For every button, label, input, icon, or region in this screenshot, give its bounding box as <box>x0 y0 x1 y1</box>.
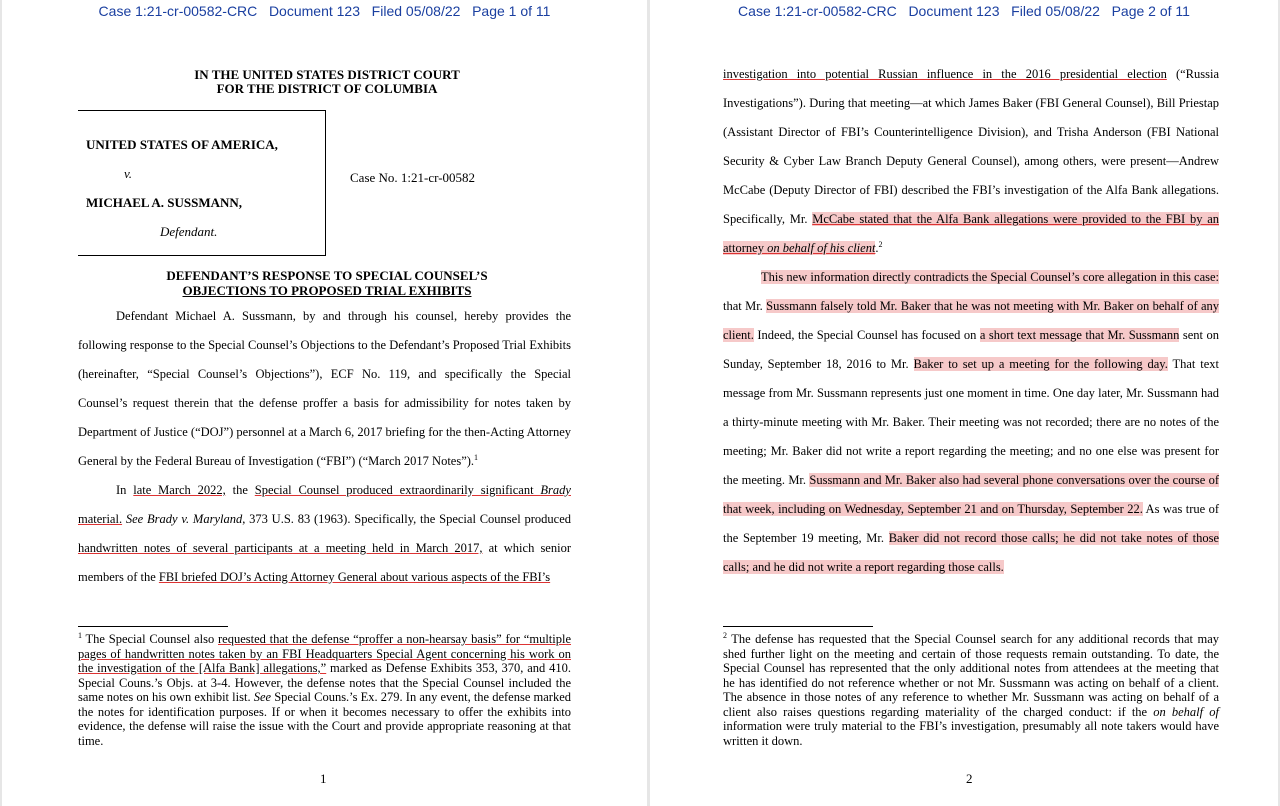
annotation-highlight: This new information directly contradicts the Special Counsel’s core allegation in this case: <box>761 270 1219 284</box>
court-line-2: FOR THE DISTRICT OF COLUMBIA <box>216 81 438 96</box>
annotation-underline: Special Counsel produced extraordinarily significant <box>254 483 541 497</box>
annotation-highlight: a short text message that Mr. Sussmann <box>979 328 1180 342</box>
paragraph: This new information directly contradicts the Special Counsel’s core allegation in this case: that Mr. Sussmann falsely told Mr. Baker that he was not meeting with Mr. Baker on behalf of any client. Indeed, the Special Counsel has focused on a short text message that Mr. Sussmann sent on Sunday, September 18, 2016 to Mr. Baker to set up a meeting for the following day. That text message from Mr. Sussmann represents just one moment in time. One day later, Mr. Sussmann had a thirty-minute meeting with Mr. Baker. Their meeting was not recorded; there are no notes of the meeting; Mr. Baker did not write a report regarding the meeting; and no one else was present for the meeting. Mr. Sussmann and Mr. Baker also had several phone conversations over the course of that week, including on Wednesday, September 21 and on Thursday, September 22. As was true of the September 19 meeting, Mr. Baker did not record those calls; he did not take notes of those calls; and he did not write a report regarding those calls. <box>723 270 1220 574</box>
body-text <box>723 60 1219 582</box>
title-line-1: DEFENDANT’S RESPONSE TO SPECIAL COUNSEL’S <box>166 268 488 283</box>
paragraph: Defendant Michael A. Sussmann, by and through his counsel, hereby provides the following response to the Special Counsel’s Objections to the Defendant’s Proposed Trial Exhibits (hereinafter, “Special Counsel’s Objections”), ECF No. 119, and specifically the Special Counsel’s request therein that the defense proffer a basis for admissibility for notes taken by Department of Justice (“DOJ”) personnel at a March 6, 2017 briefing for the then-Acting Attorney General by the Federal Bureau of Investigation (“FBI”) (“March 2017 Notes”).$^1$ <box>78 309 571 468</box>
footnote-ref: 2 <box>878 239 883 249</box>
document-page-2 <box>650 0 1278 806</box>
annotation-underline: requested that the defense “proffer a non-hearsay basis” for “multiple pages of handwritten notes taken by an FBI Headquarters Special Agent concerning his work on the investigation of the [Alfa Bank] allegations,” <box>78 632 572 675</box>
annotation-underline: FBI briefed DOJ’s Acting Attorney General about various aspects of the FBI’s <box>158 570 551 584</box>
caption-defendant-name: MICHAEL A. SUSSMANN, <box>86 195 243 210</box>
title-line-2: OBJECTIONS TO PROPOSED TRIAL EXHIBITS <box>182 282 472 298</box>
footnote-1: $^1$ The Special Counsel also requested that the defense “proffer a non-hearsay basis” for “multiple pages of handwritten notes taken by an FBI Headquarters Special Agent concerning his work on the investigation of the [Alfa Bank] allegations,” marked as Defense Exhibits 353, 370, and 410. Special Couns.’s Objs. at 3-4. However, the defense notes that the Special Counsel included the same notes on his own exhibit list. See Special Couns.’s Ex. 279. In any event, the defense marked the notes for identification purposes. If or when it becomes necessary to offer the exhibits into evidence, the defense will raise the issue with the Court and provide appropriate reasoning at that time. <box>78 630 572 748</box>
body-text <box>78 302 571 592</box>
caption-plaintiff: UNITED STATES OF AMERICA, <box>86 137 278 152</box>
annotation-underline: investigation into potential Russian influence in the 2016 presidential election <box>723 67 1167 81</box>
annotation-highlight: McCabe stated that the Alfa Bank allegations were provided to the FBI by an attorney <box>723 212 1219 255</box>
annotation-highlight: Sussmann and Mr. Baker also had several phone conversations over the course of that week, including on Wednesday, September 21 and on Thursday, September 22. <box>723 473 1220 516</box>
caption-defendant-label: Defendant. <box>160 224 218 239</box>
page-header: Case 1:21-cr-00582-CRC Document 123 Filed 05/08/22 Page 1 of 11 <box>98 3 551 19</box>
page-number: 1 <box>320 771 327 786</box>
footnote-ref: 1 <box>474 452 479 462</box>
document-title <box>162 269 492 298</box>
case-number: Case No. 1:21-cr-00582 <box>350 170 476 185</box>
court-heading <box>192 68 462 96</box>
page-number: 2 <box>966 771 973 786</box>
annotation-highlight: Baker to set up a meeting for the following day. <box>913 357 1168 371</box>
annotation-underline: handwritten notes of several participants at a meeting held in March 2017, <box>78 541 483 555</box>
caption-versus: v. <box>124 166 133 181</box>
court-line-1: IN THE UNITED STATES DISTRICT COURT <box>194 67 460 82</box>
footnote-2: $^2$ The defense has requested that the Special Counsel search for any additional records that may shed further light on the meeting and certain of those requests remain outstanding. To date, the Special Counsel has represented that the only additional notes from attendees at the meeting that he has identified do not reference whether or not Mr. Sussmann was acting on behalf of a client. The absence in those notes of any reference to whether Mr. Sussmann was acting on behalf of a client also raises questions regarding materiality of the charged conduct: if the on behalf of information were truly material to the FBI’s investigation, presumably all note takers would have written it down. <box>723 630 1219 748</box>
paragraph: investigation into potential Russian influence in the 2016 presidential election (“Russia Investigations”). During that meeting—at which James Baker (FBI General Counsel), Bill Priestap (Assistant Director of FBI’s Counterintelligence Division), and Trisha Anderson (FBI National Security & Cyber Law Branch Deputy General Counsel), among others, were present—Andrew McCabe (Deputy Director of FBI) described the FBI’s investigation of the Alfa Bank allegations. Specifically, Mr. McCabe stated that the Alfa Bank allegations were provided to the FBI by an attorney on behalf of his client.$^2$ <box>723 67 1219 255</box>
footnote-divider <box>723 626 873 627</box>
page-header: Case 1:21-cr-00582-CRC Document 123 Filed 05/08/22 Page 2 of 11 <box>738 3 1190 19</box>
annotation-highlight: Sussmann falsely told Mr. Baker that he was not meeting with Mr. Baker on behalf of any client. <box>723 299 1220 342</box>
annotation-underline: late March 2022, <box>133 483 226 497</box>
paragraph: In late March 2022, the Special Counsel produced extraordinarily significant Brady material. See Brady v. Maryland, 373 U.S. 83 (1963). Specifically, the Special Counsel produced handwritten notes of several participants at a meeting held in March 2017, at which senior members of the FBI briefed DOJ’s Acting Attorney General about various aspects of the FBI’s <box>78 483 571 584</box>
footnote-divider <box>78 626 228 627</box>
annotation-highlight: Baker did not record those calls; he did not take notes of those calls; and he did not write a report regarding those calls. <box>723 531 1220 574</box>
document-page-1 <box>2 0 647 806</box>
